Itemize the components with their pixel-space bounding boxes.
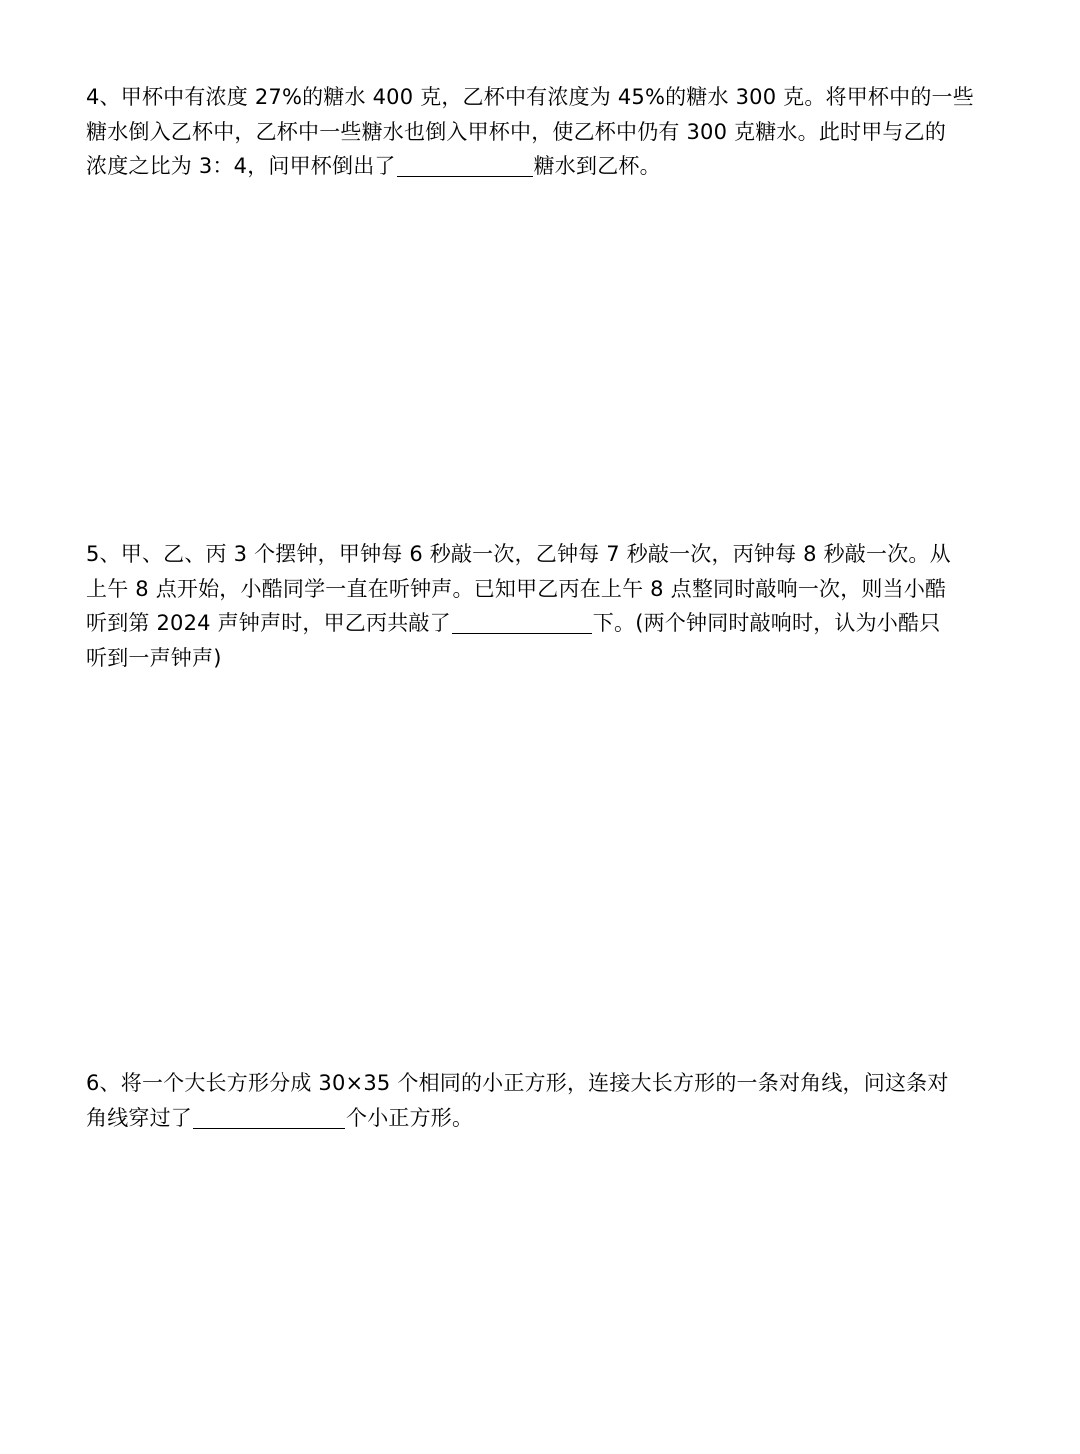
problem-5-text-after-blank: 下。(两个钟同时敲响时，认为小酷只 <box>592 611 941 635</box>
problem-4-answer-blank[interactable] <box>397 154 533 177</box>
problem-4-text-after-blank: 糖水到乙杯。 <box>533 154 661 178</box>
problem-5-line-2: 上午 8 点开始，小酷同学一直在听钟声。已知甲乙丙在上午 8 点整同时敲响一次，则当小酷 <box>86 576 947 601</box>
problem-4-line-1: 4、甲杯中有浓度 27%的糖水 400 克，乙杯中有浓度为 45%的糖水 300 克。将甲杯中的一些 <box>86 85 974 109</box>
problem-4-line-3 <box>86 149 986 184</box>
problem-6 <box>86 1066 986 1135</box>
problem-6-line-1: 6、将一个大长方形分成 30×35 个相同的小正方形，连接大长方形的一条对角线，问这条对 <box>86 1071 949 1095</box>
problem-5-line-4: 听到一声钟声) <box>86 645 222 670</box>
problem-5 <box>86 537 986 675</box>
problem-4-text-before-blank: 浓度之比为 3：4，问甲杯倒出了 <box>86 154 396 178</box>
problem-6-answer-blank[interactable] <box>193 1106 345 1129</box>
problem-6-text-after-blank: 个小正方形。 <box>346 1105 474 1130</box>
problem-5-text-before-blank: 听到第 2024 声钟声时，甲乙丙共敲了 <box>86 611 451 635</box>
problem-4-line-2: 糖水倒入乙杯中，乙杯中一些糖水也倒入甲杯中，使乙杯中仍有 300 克糖水。此时甲与乙的 <box>86 119 947 144</box>
problem-4 <box>86 80 986 184</box>
problem-5-answer-blank[interactable] <box>452 611 592 634</box>
problem-6-line-2 <box>86 1101 986 1136</box>
problem-5-line-1: 5、甲、乙、丙 3 个摆钟，甲钟每 6 秒敲一次，乙钟每 7 秒敲一次，丙钟每 8 秒敲一次。从 <box>86 542 951 566</box>
problem-5-line-3 <box>86 606 986 641</box>
problem-6-text-before-blank: 角线穿过了 <box>86 1105 192 1130</box>
